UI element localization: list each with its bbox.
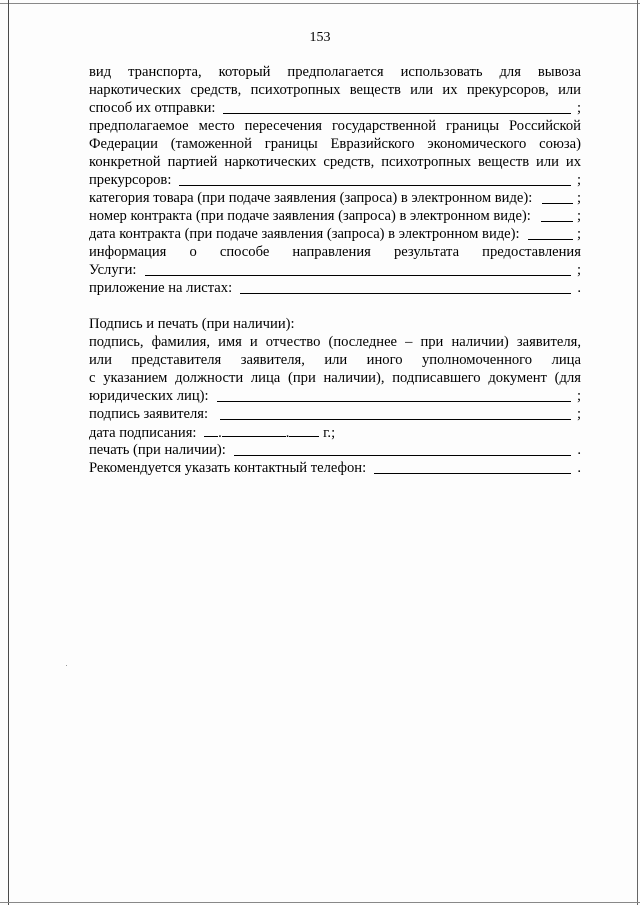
transport-line-2 (89, 81, 581, 99)
word: или (558, 82, 581, 98)
word: для (499, 64, 521, 80)
contract-number-field[interactable] (89, 207, 581, 225)
goods-category-field[interactable] (89, 189, 581, 207)
word: должности (175, 370, 244, 386)
legal-entities-label: юридических лиц): (89, 388, 209, 404)
word: средств, (323, 154, 375, 170)
dispatch-method-field[interactable] (89, 99, 581, 117)
signature-heading: Подпись и печать (при наличии): (89, 316, 295, 332)
word: наркотических (224, 154, 317, 170)
word: предполагается (287, 64, 384, 80)
signing-date-sep-1: . (218, 425, 222, 441)
stamp-tail: . (577, 442, 581, 458)
word: наркотических (89, 82, 182, 98)
word: конкретной (89, 154, 161, 170)
applicant-signature-tail: ; (576, 406, 581, 422)
word: их (442, 82, 458, 98)
phone-label: Рекомендуется указать контактный телефон: (89, 460, 367, 476)
dispatch-method-blank[interactable] (223, 99, 570, 114)
word: или (536, 154, 559, 170)
applicant-signature-label: подпись заявителя: (89, 406, 209, 422)
contract-date-field[interactable] (89, 225, 581, 243)
goods-category-tail: ; (576, 190, 581, 206)
word: (таможенной (170, 136, 252, 152)
signature-line-3 (89, 369, 581, 387)
signing-day-blank[interactable] (204, 423, 218, 437)
word: предоставления (482, 244, 581, 260)
word: с (89, 370, 96, 386)
contract-number-tail: ; (576, 208, 581, 224)
signing-month-blank[interactable] (222, 423, 286, 437)
word: союза) (539, 136, 581, 152)
contract-date-tail: ; (576, 226, 581, 242)
word: место (198, 118, 235, 134)
phone-tail: . (577, 460, 581, 476)
word: психотропных (381, 154, 472, 170)
word: и (249, 334, 258, 350)
word: направления (292, 244, 371, 260)
word: при (420, 334, 444, 350)
border-crossing-line-3 (89, 153, 581, 171)
form-content (89, 63, 581, 477)
word: подписавшего (392, 370, 481, 386)
scan-edge-bottom (0, 902, 640, 903)
service-tail: ; (576, 262, 581, 278)
word: Евразийского (330, 136, 415, 152)
legal-entities-tail: ; (576, 388, 581, 404)
word: который (218, 64, 271, 80)
word: (при (288, 370, 316, 386)
service-label: Услуги: (89, 262, 137, 278)
word: или (324, 352, 348, 368)
contract-date-label: дата контракта (при подаче заявления (запроса) в электронном виде): (89, 226, 520, 242)
precursors-tail: ; (576, 172, 581, 188)
scan-edge-top (0, 3, 640, 4)
word: уполномоченного (421, 352, 533, 368)
word: наличии), (323, 370, 385, 386)
goods-category-blank[interactable] (542, 189, 573, 204)
legal-entities-field[interactable] (89, 387, 581, 405)
attachment-tail: . (577, 280, 581, 296)
border-crossing-line-2 (89, 135, 581, 153)
word: предполагаемое (89, 118, 189, 134)
attachment-field[interactable] (89, 279, 581, 297)
signature-line-2 (89, 351, 581, 369)
transport-line-1 (89, 63, 581, 81)
contract-number-label: номер контракта (при подаче заявления (запроса) в электронном виде): (89, 208, 531, 224)
phone-blank[interactable] (374, 459, 571, 474)
signing-date-label: дата подписания: (89, 425, 197, 441)
word: подпись, (89, 334, 144, 350)
word: вид (89, 64, 112, 80)
word: – (405, 334, 413, 350)
word: отчество (265, 334, 321, 350)
signature-line-1 (89, 333, 581, 351)
scan-edge-left (8, 0, 9, 905)
stamp-label: печать (при наличии): (89, 442, 226, 458)
word: (для (554, 370, 581, 386)
attachment-label: приложение на листах: (89, 280, 233, 296)
word: заявителя, (240, 352, 305, 368)
applicant-signature-field[interactable] (89, 405, 581, 423)
word: экономического (427, 136, 527, 152)
word: лица (551, 352, 581, 368)
word: или (89, 352, 112, 368)
word: партией (167, 154, 218, 170)
word: их (565, 154, 581, 170)
service-field[interactable] (89, 261, 581, 279)
border-crossing-line-1 (89, 117, 581, 135)
word: транспорта, (128, 64, 202, 80)
precursors-field[interactable] (89, 171, 581, 189)
word: вывоза (537, 64, 581, 80)
word: границы (446, 118, 500, 134)
word: (последнее (328, 334, 398, 350)
phone-field[interactable] (89, 459, 581, 477)
word: средств, (190, 82, 242, 98)
word: способе (219, 244, 270, 260)
page-number: 153 (309, 30, 331, 45)
word: о (189, 244, 197, 260)
word: наличии) (451, 334, 509, 350)
word: веществ (349, 82, 401, 98)
word: или (410, 82, 434, 98)
word: Федерации (89, 136, 158, 152)
goods-category-label: категория товара (при подаче заявления (запроса) в электронном виде): (89, 190, 533, 206)
word: результата (393, 244, 460, 260)
word: документ (488, 370, 547, 386)
word: иного (366, 352, 403, 368)
stamp-field[interactable] (89, 441, 581, 459)
signing-year-blank[interactable] (289, 423, 319, 437)
section-gap (89, 297, 581, 315)
contract-date-blank[interactable] (528, 225, 573, 240)
word: информация (89, 244, 167, 260)
word: заявителя, (516, 334, 581, 350)
attachment-blank[interactable] (240, 279, 571, 294)
signing-date-sep-2: . (285, 425, 290, 441)
word: имя (218, 334, 242, 350)
word: использовать (400, 64, 483, 80)
word: прекурсоров, (466, 82, 549, 98)
result-method-line (89, 243, 581, 261)
contract-number-blank[interactable] (541, 207, 573, 222)
applicant-signature-blank[interactable] (220, 405, 571, 420)
word: представителя (131, 352, 222, 368)
signing-date-field[interactable] (89, 423, 581, 441)
precursors-blank[interactable] (179, 171, 571, 186)
scan-edge-right (637, 0, 638, 905)
word: указанием (103, 370, 168, 386)
word: фамилия, (151, 334, 211, 350)
dispatch-method-tail: ; (576, 100, 581, 116)
precursors-label: прекурсоров: (89, 172, 172, 188)
word: лица (250, 370, 281, 386)
service-blank[interactable] (145, 261, 571, 276)
word: Российской (509, 118, 581, 134)
scan-speck (66, 665, 67, 666)
word: пересечения (244, 118, 323, 134)
word: государственной (332, 118, 437, 134)
word: границы (264, 136, 318, 152)
word: психотропных (250, 82, 341, 98)
dispatch-method-label: способ их отправки: (89, 100, 216, 116)
word: веществ (478, 154, 530, 170)
signing-date-suffix: г.; (323, 425, 336, 441)
legal-entities-blank[interactable] (217, 387, 571, 402)
stamp-blank[interactable] (234, 441, 571, 456)
